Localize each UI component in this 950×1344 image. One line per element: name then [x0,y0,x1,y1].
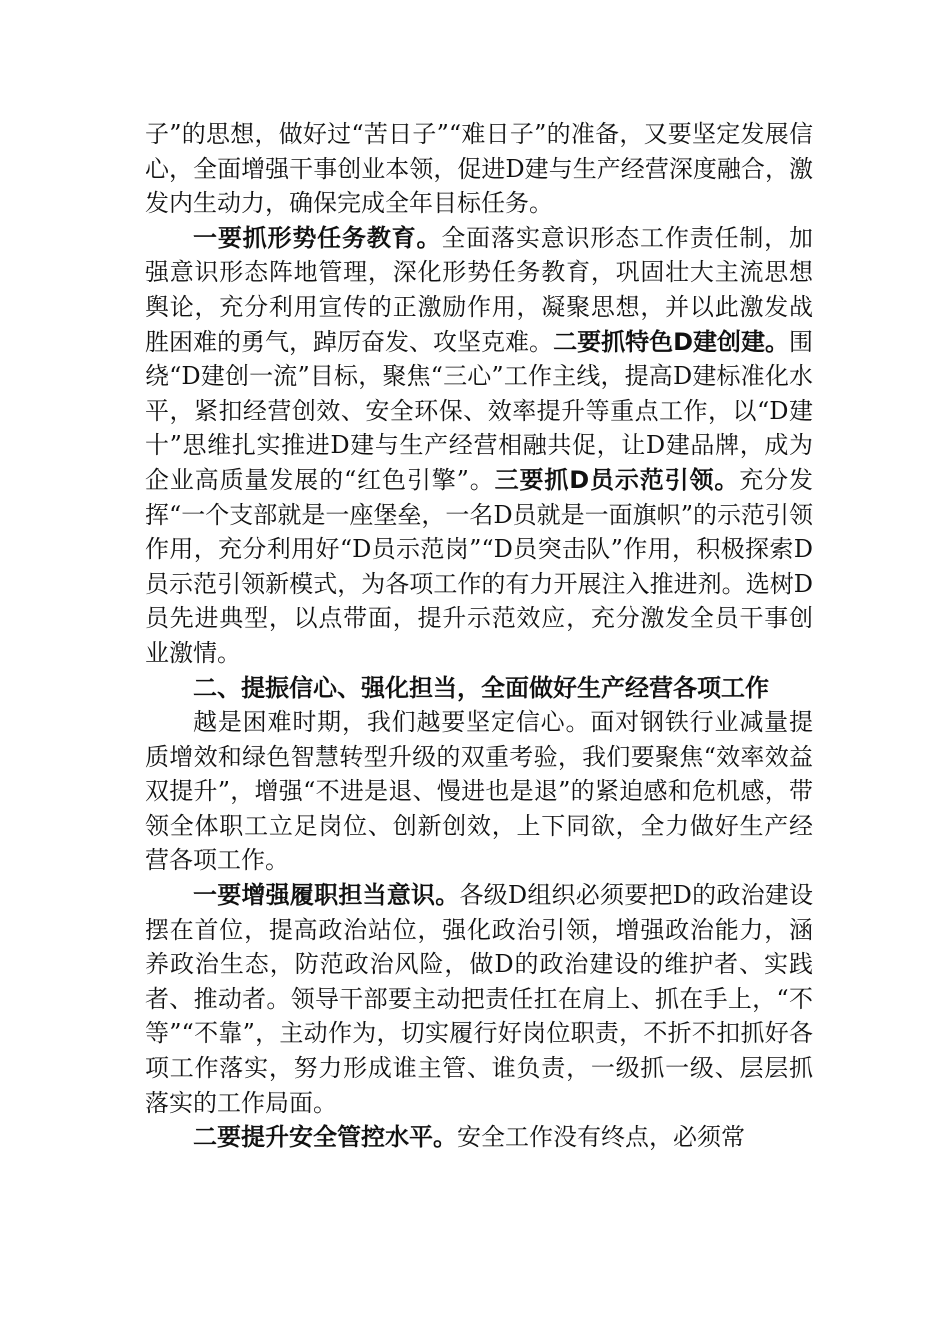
paragraph-text-task-3: 充分发挥“一个支部就是一座堡垒，一名D员就是一面旗帜”的示范引领作用，充分利用好“D员示范岗”“D员突击队”作用，积极探索D员示范引领新模式，为各项工作的有力开展注入推进剂。选树D员先进典型，以点带面，提升示范效应，充分激发全员干事创业激情。 [145,465,814,667]
document-body [145,117,813,1155]
bold-lead-task-3: 三要抓D员示范引领。 [494,465,740,494]
bold-lead-safety: 二要提升安全管控水平。 [193,1123,457,1152]
paragraph-text-task-2: 围绕“D建创一流”目标，聚焦“三心”工作主线，提高D建标准化水平，紧扣经营创效、安全环保、效率提升等重点工作，以“D建十”思维扎实推进D建与生产经营相融共促，让D建品牌，成为企业高质量发展的“红色引擎”。 [145,327,814,494]
paragraph-text-duty: 各级D组织必须要把D的政治建设摆在首位，提高政治站位，强化政治引领，增强政治能力，涵养政治生态，防范政治风险，做D的政治建设的维护者、实践者、推动者。领导干部要主动把责任扛在肩上、抓在手上，“不等”“不靠”，主动作为，切实履行好岗位职责，不折不扣抓好各项工作落实，努力形成谁主管、谁负责，一级抓一级、层层抓落实的工作局面。 [145,881,814,1117]
bold-lead-duty: 一要增强履职担当意识。 [193,881,460,910]
paragraph-duty-awareness [145,878,813,1120]
paragraph-text-safety: 安全工作没有终点，必须常 [457,1123,745,1152]
paragraph-intro-continuation: 子”的思想，做好过“苦日子”“难日子”的准备，又要坚定发展信心，全面增强干事创业本领，促进D建与生产经营深度融合，激发内生动力，确保完成全年目标任务。 [145,120,813,218]
section-heading-2: 二、提振信心、强化担当，全面做好生产经营各项工作 [193,673,769,702]
paragraph-party-building-tasks [145,221,813,671]
paragraph-text-task-1: 全面落实意识形态工作责任制，加强意识形态阵地管理，深化形势任务教育，巩固壮大主流思想舆论，充分利用宣传的正激励作用，凝聚思想，并以此激发战胜困难的勇气，踔厉奋发、攻坚克难。 [145,223,814,356]
bold-lead-task-1: 一要抓形势任务教育。 [193,223,442,252]
bold-lead-task-2: 二要抓特色D建创建。 [553,327,790,356]
paragraph-safety-control [145,1120,813,1155]
paragraph-confidence: 越是困难时期，我们越要坚定信心。面对钢铁行业减量提质增效和绿色智慧转型升级的双重考验，我们要聚焦“效率效益双提升”，增强“不进是退、慢进也是退”的紧迫感和危机感，带领全体职工立足岗位、创新创效，上下同欲，全力做好生产经营各项工作。 [145,708,813,875]
